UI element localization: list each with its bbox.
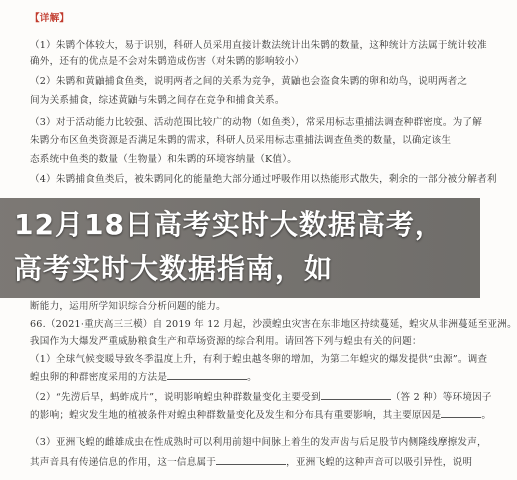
- question-line: 66.（2021·重庆高三三模）自 2019 年 12 月起，沙漠蝗虫灾害在东非地区持续蔓延，蝗灾从非洲蔓延至亚洲。: [30, 319, 517, 330]
- question-line: 蝗虫卵的种群密度采用的方法是 。: [30, 372, 257, 383]
- answer-line: 朱鹮分布区鱼类资源是否满足朱鹮的需求，科研人员采用标志重捕法调查鱼类的数量，以确定该生: [30, 135, 452, 146]
- question-line: 断能力，运用所学知识综合分析问题的能力。: [30, 301, 226, 312]
- answer-line: （4）朱鹮捕食鱼类后，被朱鹮同化的能量绝大部分通过呼吸作用以热能形式散失，剩余的一部分被分解者利: [30, 174, 497, 185]
- banner-title[interactable]: 12月18日高考实时大数据高考，高考实时大数据指南，如: [14, 208, 444, 285]
- detail-tag: 【详解】: [30, 13, 70, 24]
- answer-blank: [167, 370, 247, 380]
- answer-blank: [216, 455, 286, 465]
- question-line: 的影响；蝗灾发生地的植被条件对蝗虫种群数量变化及发生和分布具有重要影响，其主要原因是 。: [30, 410, 492, 421]
- question-line: （3）亚洲飞蝗的雌雄成虫在性成熟时可以利用前翅中间脉上着生的发声齿与后足股节内侧隆线摩擦发声，: [30, 437, 487, 448]
- question-line: 我国作为大爆发严重威胁粮食生产和草场资源的综合利用。请回答下列与蝗虫有关的问题：: [30, 336, 422, 347]
- answer-blank: [321, 390, 391, 400]
- question-line: 其声音具有传递信息的作用，这一信息属于 ，亚洲飞蝗的这种声音可以吸引异性，说明: [30, 457, 473, 468]
- answer-blank: [441, 408, 481, 418]
- answer-line: （3）对于活动能力比较强、活动范围比较广的动物（如鱼类），常采用标志重捕法调查种群密度。为了解: [30, 117, 483, 128]
- answer-line: （2）朱鹮和黄鼬捕食鱼类，说明两者之间的关系为竞争，黄鼬也会盗食朱鹮的卵和幼鸟，说明两者之: [30, 76, 468, 87]
- answer-line: 态系统中鱼类的数量（生物量）和朱鹮的环境容纳量（K值）。: [30, 154, 297, 165]
- question-line: （1）全球气候变暖导致冬季温度上升，有利于蝗虫越冬卵的增加，为第二年蝗灾的爆发提供“虫源”。调查: [30, 354, 488, 365]
- answer-line: 确外，还有的优点是不会对朱鹮造成伤害（对朱鹮的影响较小）: [30, 56, 305, 67]
- answer-line: 间为关系捕食，综述黄鼬与朱鹮之间存在竞争和捕食关系。: [30, 95, 285, 106]
- answer-line: （1）朱鹮个体较大，易于识别，科研人员采用直接计数法统计出朱鹮的数量，这种统计方法属于统计较准: [30, 40, 487, 51]
- question-line: （2）“先涝后旱，蚂蚱成片”，说明影响蝗虫种群数量变化主要受到 （答 2 种）等环境因子: [30, 392, 492, 403]
